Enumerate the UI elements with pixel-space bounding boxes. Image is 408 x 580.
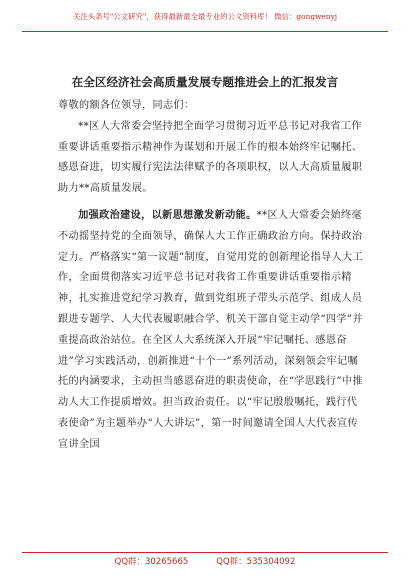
header-divider <box>22 31 388 32</box>
footer <box>22 556 388 568</box>
footer-qq-group-1: QQ群：30265665 <box>114 557 189 567</box>
document-title: 在全区经济社会高质量发展专题推进会上的汇报发言 <box>71 75 339 89</box>
header-banner: 关注头条号"公文研究"，获得最新最全最专业的公文资料库！ 微信：gongwenyj <box>72 12 338 21</box>
paragraph <box>58 206 366 456</box>
paragraph-heading: 加强政治建设，以新思想激发新动能。 <box>78 209 257 221</box>
footer-qq-group-2: QQ群：535304092 <box>216 557 296 567</box>
document-body <box>58 96 366 456</box>
paragraph-text: **区人大常委会始终毫不动摇坚持党的全面领导，确保人大工作正确政治方向。保持政治定力。严格落实“第一议题”制度，自觉用党的创新理论指导人大工作，全面贯彻落实习近平总书记对我省工作重要讲话重要指示精神，扎实推进党纪学习教育，做到党组班子带头示范学、组成人员跟进专题学、人大代表履职融合学、机关干部自觉主动学“四学”并重提高政治站位。在全区人大系统深入开展“牢记嘱托、感恩奋进”学习实践活动，创新推进“十个一”系列活动，深刻领会牢记嘱托的内涵要求，主动担当感恩奋进的职责使命，在“学思践行”中推动人大工作提质增效。担当政治责任。以“牢记殷殷嘱托，践行代表使命”为主题举办“人大讲坛”，第一时间邀请全国人大代表宣传宣讲全国 <box>58 209 363 450</box>
footer-divider <box>22 552 388 553</box>
salutation: 尊敬的额各位领导，同志们： <box>58 100 195 111</box>
paragraph: **区人大常委会坚持把全面学习贯彻习近平总书记对我省工作重要讲话重要指示精神作为谋划和开展工作的根本始终牢记嘱托、感恩奋进，切实履行宪法法律赋予的各项职权，以人大高质量履职助力**高质量发展。 <box>58 120 363 195</box>
